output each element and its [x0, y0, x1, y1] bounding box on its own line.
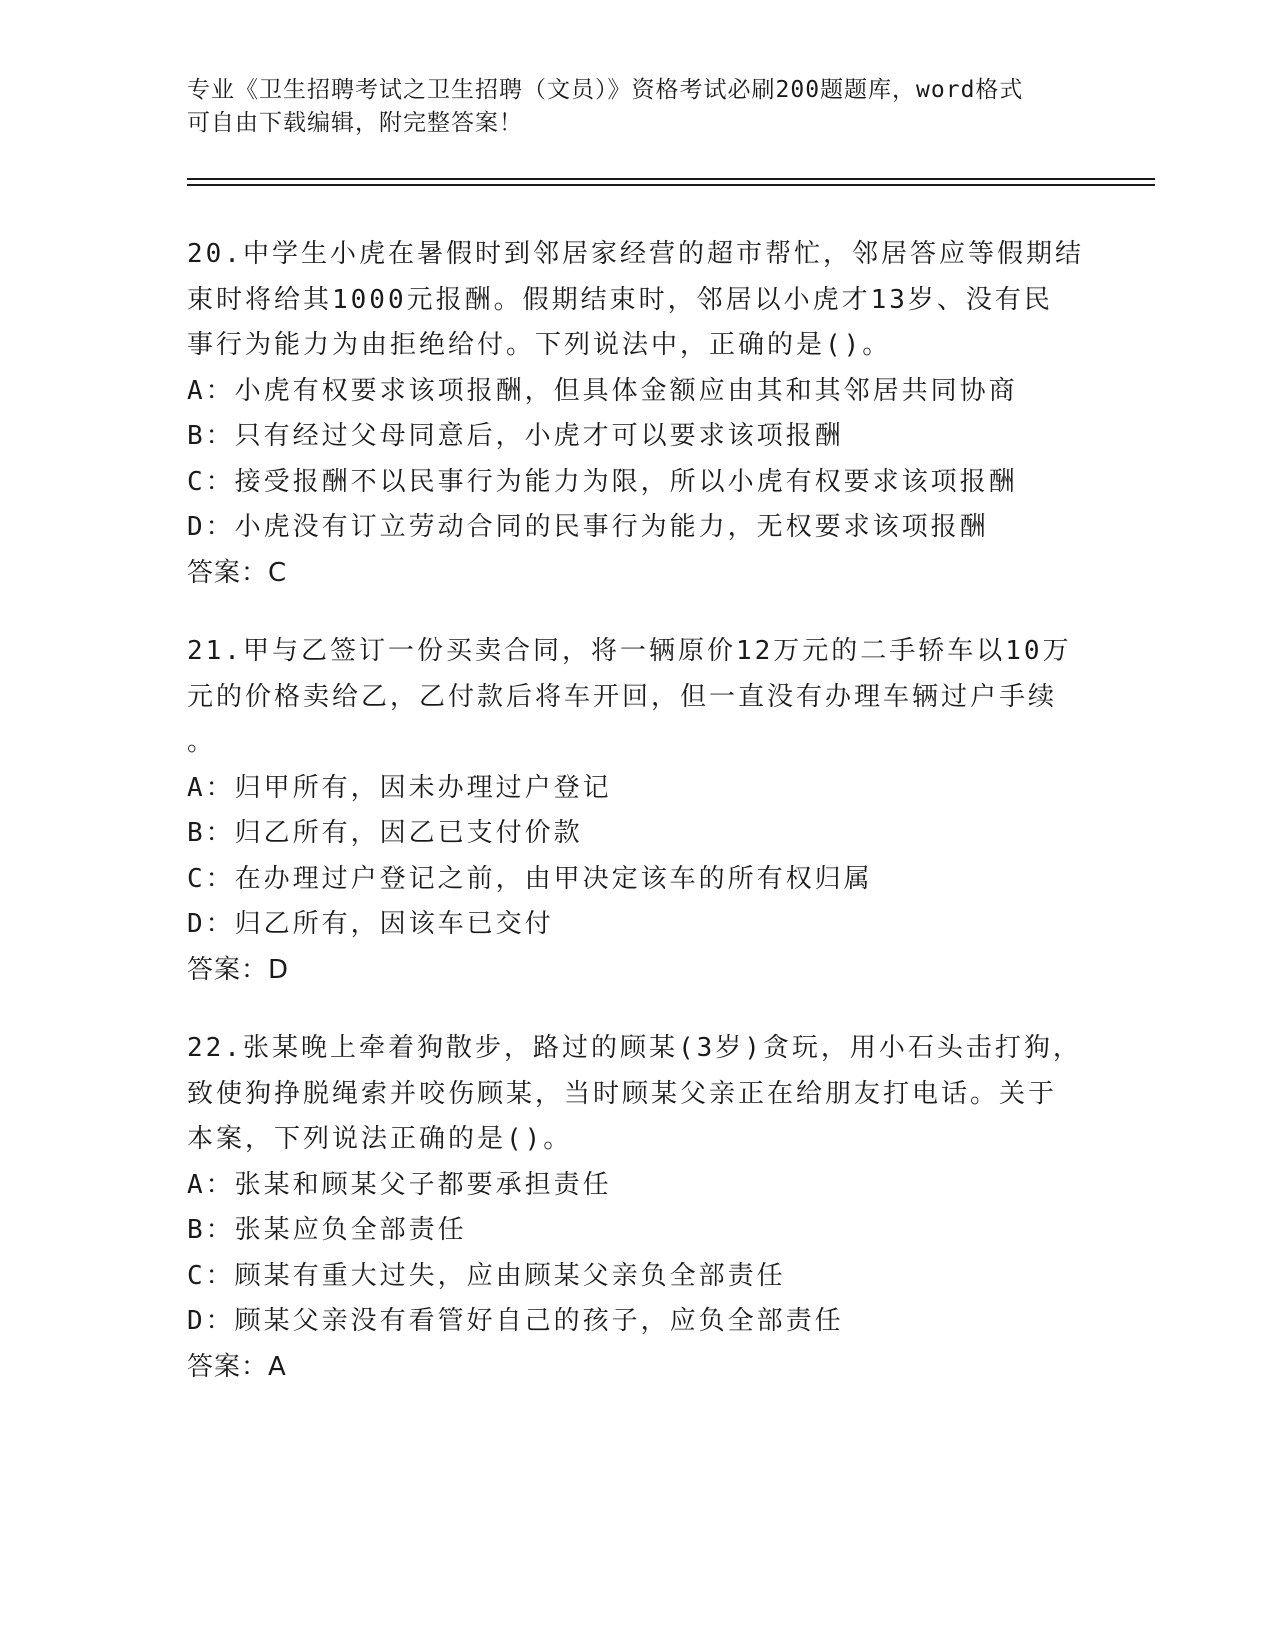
question-stem-line: 22.张某晚上牵着狗散步，路过的顾某(3岁)贪玩，用小石头击打狗， — [187, 1033, 1082, 1063]
header-line-2: 可自由下载编辑，附完整答案！ — [187, 110, 523, 136]
header-rule-top — [187, 178, 1155, 180]
question-21 — [187, 629, 1087, 993]
option-a: A：张某和顾某父子都要承担责任 — [187, 1169, 612, 1200]
option-a: A：小虎有权要求该项报酬，但具体金额应由其和其邻居共同协商 — [187, 375, 1018, 406]
question-stem-line: 。 — [187, 727, 217, 757]
question-22 — [187, 1026, 1087, 1390]
question-stem-line: 致使狗挣脱绳索并咬伤顾某，当时顾某父亲正在给朋友打电话。关于 — [187, 1078, 1058, 1109]
answer: 答案：D — [187, 954, 290, 985]
option-c: C：顾某有重大过失，应由顾某父亲负全部责任 — [187, 1260, 786, 1291]
header-rule-bottom — [187, 184, 1155, 186]
question-stem-line: 20.中学生小虎在暑假时到邻居家经营的超市帮忙，邻居答应等假期结 — [187, 239, 1084, 269]
question-stem-line: 束时将给其1000元报酬。假期结束时，邻居以小虎才13岁、没有民 — [187, 284, 1053, 315]
header-line-1: 专业《卫生招聘考试之卫生招聘（文员）》资格考试必刷200题题库，word格式 — [187, 77, 1024, 103]
option-c: C：在办理过户登记之前，由甲决定该车的所有权归属 — [187, 863, 873, 894]
question-stem-line: 21.甲与乙签订一份买卖合同，将一辆原价12万元的二手轿车以10万 — [187, 636, 1072, 666]
question-stem-line: 元的价格卖给乙，乙付款后将车开回，但一直没有办理车辆过户手续 — [187, 681, 1058, 712]
question-20 — [187, 232, 1087, 596]
answer: 答案：C — [187, 557, 288, 588]
option-a: A：归甲所有，因未办理过户登记 — [187, 772, 612, 803]
answer: 答案：A — [187, 1351, 287, 1382]
option-b: B：只有经过父母同意后，小虎才可以要求该项报酬 — [187, 421, 844, 451]
question-stem-line: 事行为能力为由拒绝给付。下列说法中，正确的是()。 — [187, 330, 892, 360]
question-list — [187, 232, 1087, 1423]
question-stem-line: 本案，下列说法正确的是()。 — [187, 1124, 573, 1154]
option-d: D：顾某父亲没有看管好自己的孩子，应负全部责任 — [187, 1306, 844, 1336]
option-d: D：归乙所有，因该车已交付 — [187, 909, 554, 939]
option-b: B：归乙所有，因乙已支付价款 — [187, 818, 583, 848]
option-b: B：张某应负全部责任 — [187, 1215, 467, 1245]
option-c: C：接受报酬不以民事行为能力为限，所以小虎有权要求该项报酬 — [187, 466, 1018, 497]
option-d: D：小虎没有订立劳动合同的民事行为能力，无权要求该项报酬 — [187, 512, 989, 542]
document-header — [187, 74, 1067, 140]
